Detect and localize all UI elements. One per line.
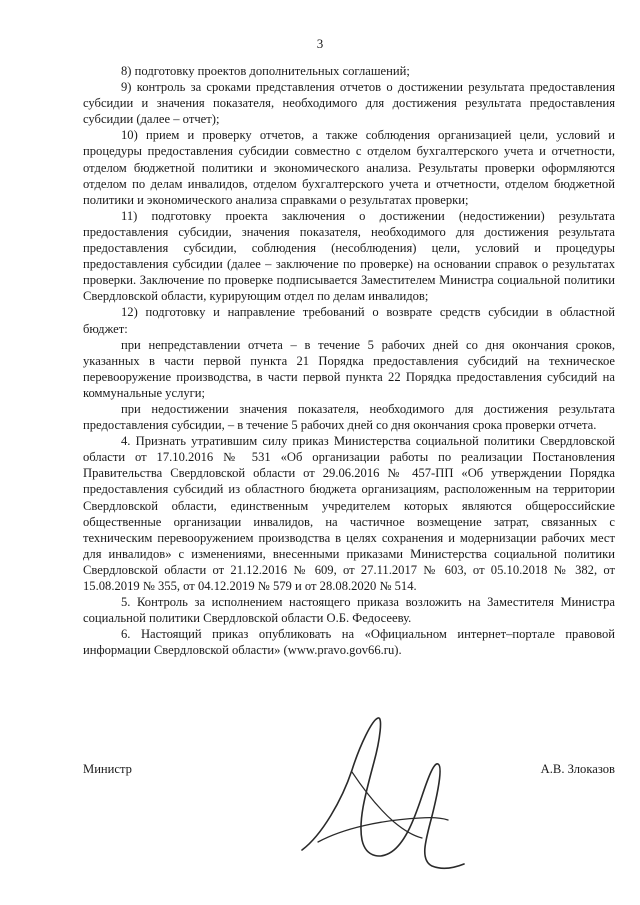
paragraph-not-achieved: при недостижении значения показателя, необходимого для достижения результата предоставления субсидии, – в течение 5 рабочих дней со дня окончания срока проверки отчета. <box>83 401 615 433</box>
signatory-title: Министр <box>83 762 132 776</box>
paragraph-item-10: 10) прием и проверку отчетов, а также соблюдения организацией цели, условий и процедуры предоставления субсидии совместно с отделом бухгалтерского учета и отчетности, отделом бюджетной политики и экономического анализа. Результаты проверки оформляются отделом по делам инвалидов, отделом бухгалтерского учета и отчетности, отделом бюджетной политики и экономического анализа справками о результатах проверки; <box>83 128 615 207</box>
paragraph-clause-4: 4. Признать утратившим силу приказ Министерства социальной политики Свердловской области от 17.10.2016 № 531 «Об организации работы по реализации Постановления Правительства Свердловской области от 29.06.2016 № 457-ПП «Об утверждении Порядка предоставления субсидий из областного бюджета организациям, расположенным на территории Свердловской области, единственным учредителем которых являются общероссийские общественные организации инвалидов, на частичное возмещение затрат, связанных с техническим перевооружением производства в целях сохранения и модернизации рабочих мест для инвалидов» с изменениями, внесенными приказами Министерства социальной политики Свердловской области от 21.12.2016 № 609, от 27.11.2017 № 603, от 05.10.2018 № 382, от 15.08.2019 № 355, от 04.12.2019 № 579 и от 28.08.2020 № 514. <box>83 434 615 593</box>
paragraph-item-12: 12) подготовку и направление требований о возврате средств субсидии в областной бюджет: <box>83 305 615 336</box>
paragraph-clause-5: 5. Контроль за исполнением настоящего приказа возложить на Заместителя Министра социальной политики Свердловской области О.Б. Федосееву. <box>83 595 615 626</box>
paragraph-item-8: 8) подготовку проектов дополнительных соглашений; <box>121 64 410 78</box>
handwritten-signature-icon <box>282 700 472 880</box>
paragraph-item-9: 9) контроль за сроками представления отчетов о достижении результата предоставления субсидии и значения показателя, необходимого для достижения результата предоставления субсидии (далее – отчет); <box>83 80 615 127</box>
paragraph-clause-6: 6. Настоящий приказ опубликовать на «Официальном интернет–портале правовой информации Свердловской области» (www.pravo.gov66.ru). <box>83 627 615 658</box>
document-body <box>83 63 615 658</box>
page-number: 3 <box>316 36 324 51</box>
paragraph-no-report: при непредставлении отчета – в течение 5 рабочих дней со дня окончания сроков, указанных в части первой пункта 21 Порядка предоставления субсидий на техническое перевооружение производства, в части первой пункта 22 Порядка предоставления субсидий на коммунальные услуги; <box>83 337 615 400</box>
paragraph-item-11: 11) подготовку проекта заключения о достижении (недостижении) результата предоставления субсидии, значения показателя, необходимого для достижения результата предоставления субсидии, соблюдения (несоблюдения) цели, условий и процедуры предоставления субсидии (далее – заключение по проверке) на основании справок о результатах проверки. Заключение по проверке подписывается Заместителем Министра социальной политики Свердловской области, курирующим отдел по делам инвалидов; <box>83 208 615 304</box>
signatory-name: А.В. Злоказов <box>540 762 615 776</box>
